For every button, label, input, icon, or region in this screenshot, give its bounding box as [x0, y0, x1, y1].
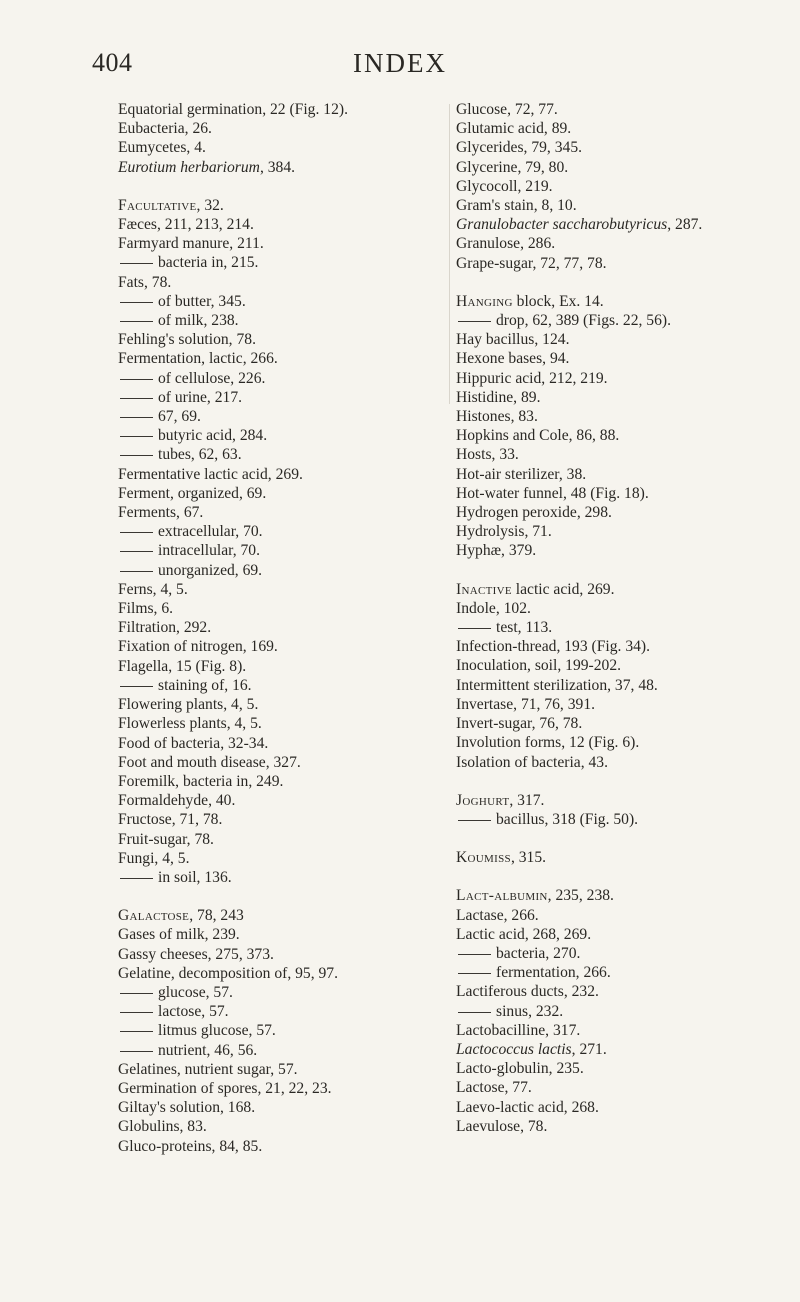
index-entry: Globulins, 83.: [118, 1118, 207, 1136]
section-gap: [456, 273, 794, 292]
index-entry: Laevulose, 78.: [456, 1117, 548, 1135]
index-entry: Invert-sugar, 76, 78.: [456, 715, 583, 733]
index-subentry: lactose, 57.: [118, 1002, 448, 1021]
section-gap: [456, 772, 794, 791]
index-entry: Invertase, 71, 76, 391.: [456, 695, 596, 713]
index-entry: Facultative, 32.: [118, 196, 224, 214]
index-subentry: tubes, 62, 63.: [118, 445, 448, 464]
index-entry: Lactic acid, 268, 269.: [456, 925, 592, 943]
index-entry: Lactose, 77.: [456, 1079, 532, 1097]
index-entry: Fehling's solution, 78.: [118, 331, 256, 349]
index-entry: Flowerless plants, 4, 5.: [118, 715, 262, 733]
index-entry: Fermentative lactic acid, 269.: [118, 465, 303, 483]
index-entry: Histones, 83.: [456, 408, 538, 426]
index-subentry: 67, 69.: [118, 407, 448, 426]
index-entry: Foot and mouth disease, 327.: [118, 753, 301, 771]
index-entry: Fats, 78.: [118, 273, 172, 291]
index-subentry: glucose, 57.: [118, 983, 448, 1002]
index-entry: Galactose, 78, 243: [118, 907, 244, 925]
index-entry: Lacto-globulin, 235.: [456, 1060, 584, 1078]
index-entry: Lactiferous ducts, 232.: [456, 983, 599, 1001]
section-gap: [118, 177, 448, 196]
index-subentry: bacteria, 270.: [456, 944, 794, 963]
index-entry: Hydrogen peroxide, 298.: [456, 504, 612, 522]
index-entry: Hot-air sterilizer, 38.: [456, 465, 587, 483]
index-subentry: bacteria in, 215.: [118, 253, 448, 272]
index-entry: Gassy cheeses, 275, 373.: [118, 945, 274, 963]
index-entry: Glucose, 72, 77.: [456, 101, 558, 118]
index-entry: Hydrolysis, 71.: [456, 523, 552, 541]
index-entry: Fæces, 211, 213, 214.: [118, 216, 254, 234]
column-divider: [449, 104, 450, 404]
index-entry: Eurotium herbariorum, 384.: [118, 158, 296, 176]
index-entry: Hippuric acid, 212, 219.: [456, 369, 608, 387]
index-entry: Hay bacillus, 124.: [456, 331, 570, 349]
index-entry: Lact-albumin, 235, 238.: [456, 887, 614, 905]
index-entry: Lactococcus lactis, 271.: [456, 1040, 607, 1058]
index-entry: Fructose, 71, 78.: [118, 811, 223, 829]
index-subentry: unorganized, 69.: [118, 561, 448, 580]
index-entry: Foremilk, bacteria in, 249.: [118, 772, 284, 790]
index-entry: Films, 6.: [118, 600, 174, 618]
index-subentry: in soil, 136.: [118, 868, 448, 887]
index-entry: Fruit-sugar, 78.: [118, 830, 214, 848]
section-gap: [456, 829, 794, 848]
section-gap: [456, 561, 794, 580]
index-entry: Lactobacilline, 317.: [456, 1021, 581, 1039]
index-entry: Involution forms, 12 (Fig. 6).: [456, 734, 640, 752]
index-subentry: nutrient, 46, 56.: [118, 1041, 448, 1060]
index-entry: Ferment, organized, 69.: [118, 484, 267, 502]
index-subentry: test, 113.: [456, 618, 794, 637]
index-entry: Granulose, 286.: [456, 235, 556, 253]
index-entry: Fungi, 4, 5.: [118, 849, 190, 867]
index-entry: Fermentation, lactic, 266.: [118, 350, 278, 368]
index-entry: Isolation of bacteria, 43.: [456, 753, 608, 771]
index-entry: Fixation of nitrogen, 169.: [118, 638, 278, 656]
index-entry: Giltay's solution, 168.: [118, 1099, 256, 1117]
index-entry: Hopkins and Cole, 86, 88.: [456, 427, 620, 445]
index-entry: Flowering plants, 4, 5.: [118, 696, 259, 714]
page-header: [0, 44, 800, 84]
index-subentry: extracellular, 70.: [118, 522, 448, 541]
index-subentry: bacillus, 318 (Fig. 50).: [456, 810, 794, 829]
index-entry: Gelatine, decomposition of, 95, 97.: [118, 964, 339, 982]
index-entry: Laevo-lactic acid, 268.: [456, 1098, 599, 1116]
index-entry: Glycerides, 79, 345.: [456, 139, 583, 157]
index-subentry: drop, 62, 389 (Figs. 22, 56).: [456, 311, 794, 330]
index-entry: Formaldehyde, 40.: [118, 792, 236, 810]
index-entry: Hanging block, Ex. 14.: [456, 292, 604, 310]
index-entry: Joghurt, 317.: [456, 791, 545, 809]
index-entry: Glycerine, 79, 80.: [456, 158, 569, 176]
index-entry: Inactive lactic acid, 269.: [456, 580, 615, 598]
index-entry: Equatorial germination, 22 (Fig. 12).: [118, 101, 348, 118]
index-subentry: staining of, 16.: [118, 676, 448, 695]
index-column-right: [456, 100, 794, 1136]
index-subentry: of butter, 345.: [118, 292, 448, 311]
index-entry: Ferments, 67.: [118, 504, 204, 522]
index-entry: Eubacteria, 26.: [118, 120, 212, 138]
running-title: INDEX: [353, 48, 447, 78]
index-entry: Ferns, 4, 5.: [118, 580, 188, 598]
index-entry: Gluco-proteins, 84, 85.: [118, 1137, 263, 1155]
index-subentry: of urine, 217.: [118, 388, 448, 407]
page-number: 404: [92, 48, 133, 77]
index-entry: Farmyard manure, 211.: [118, 235, 264, 253]
index-subentry: of cellulose, 226.: [118, 369, 448, 388]
index-entry: Grape-sugar, 72, 77, 78.: [456, 254, 607, 272]
index-subentry: intracellular, 70.: [118, 541, 448, 560]
index-entry: Infection-thread, 193 (Fig. 34).: [456, 638, 651, 656]
index-entry: Glutamic acid, 89.: [456, 120, 572, 138]
index-entry: Granulobacter saccharobutyricus, 287.: [456, 216, 703, 234]
index-entry: Hyphæ, 379.: [456, 542, 537, 560]
index-entry: Hexone bases, 94.: [456, 350, 570, 368]
index-subentry: litmus glucose, 57.: [118, 1021, 448, 1040]
index-entry: Hot-water funnel, 48 (Fig. 18).: [456, 484, 649, 502]
index-entry: Gram's stain, 8, 10.: [456, 197, 577, 215]
index-subentry: butyric acid, 284.: [118, 426, 448, 445]
index-entry: Gases of milk, 239.: [118, 926, 240, 944]
section-gap: [118, 887, 448, 906]
section-gap: [456, 867, 794, 886]
index-entry: Germination of spores, 21, 22, 23.: [118, 1079, 332, 1097]
index-entry: Lactase, 266.: [456, 906, 539, 924]
index-subentry: fermentation, 266.: [456, 963, 794, 982]
index-entry: Glycocoll, 219.: [456, 177, 553, 195]
index-entry: Histidine, 89.: [456, 388, 541, 406]
index-entry: Inoculation, soil, 199-202.: [456, 657, 622, 675]
index-entry: Eumycetes, 4.: [118, 139, 206, 157]
index-subentry: sinus, 232.: [456, 1002, 794, 1021]
index-entry: Koumiss, 315.: [456, 849, 547, 867]
index-entry: Flagella, 15 (Fig. 8).: [118, 657, 247, 675]
index-entry: Food of bacteria, 32-34.: [118, 734, 269, 752]
index-subentry: of milk, 238.: [118, 311, 448, 330]
index-entry: Intermittent sterilization, 37, 48.: [456, 676, 658, 694]
index-entry: Indole, 102.: [456, 599, 531, 617]
index-entry: Gelatines, nutrient sugar, 57.: [118, 1060, 298, 1078]
index-entry: Filtration, 292.: [118, 619, 212, 637]
index-entry: Hosts, 33.: [456, 446, 519, 464]
index-column-left: [118, 100, 448, 1156]
